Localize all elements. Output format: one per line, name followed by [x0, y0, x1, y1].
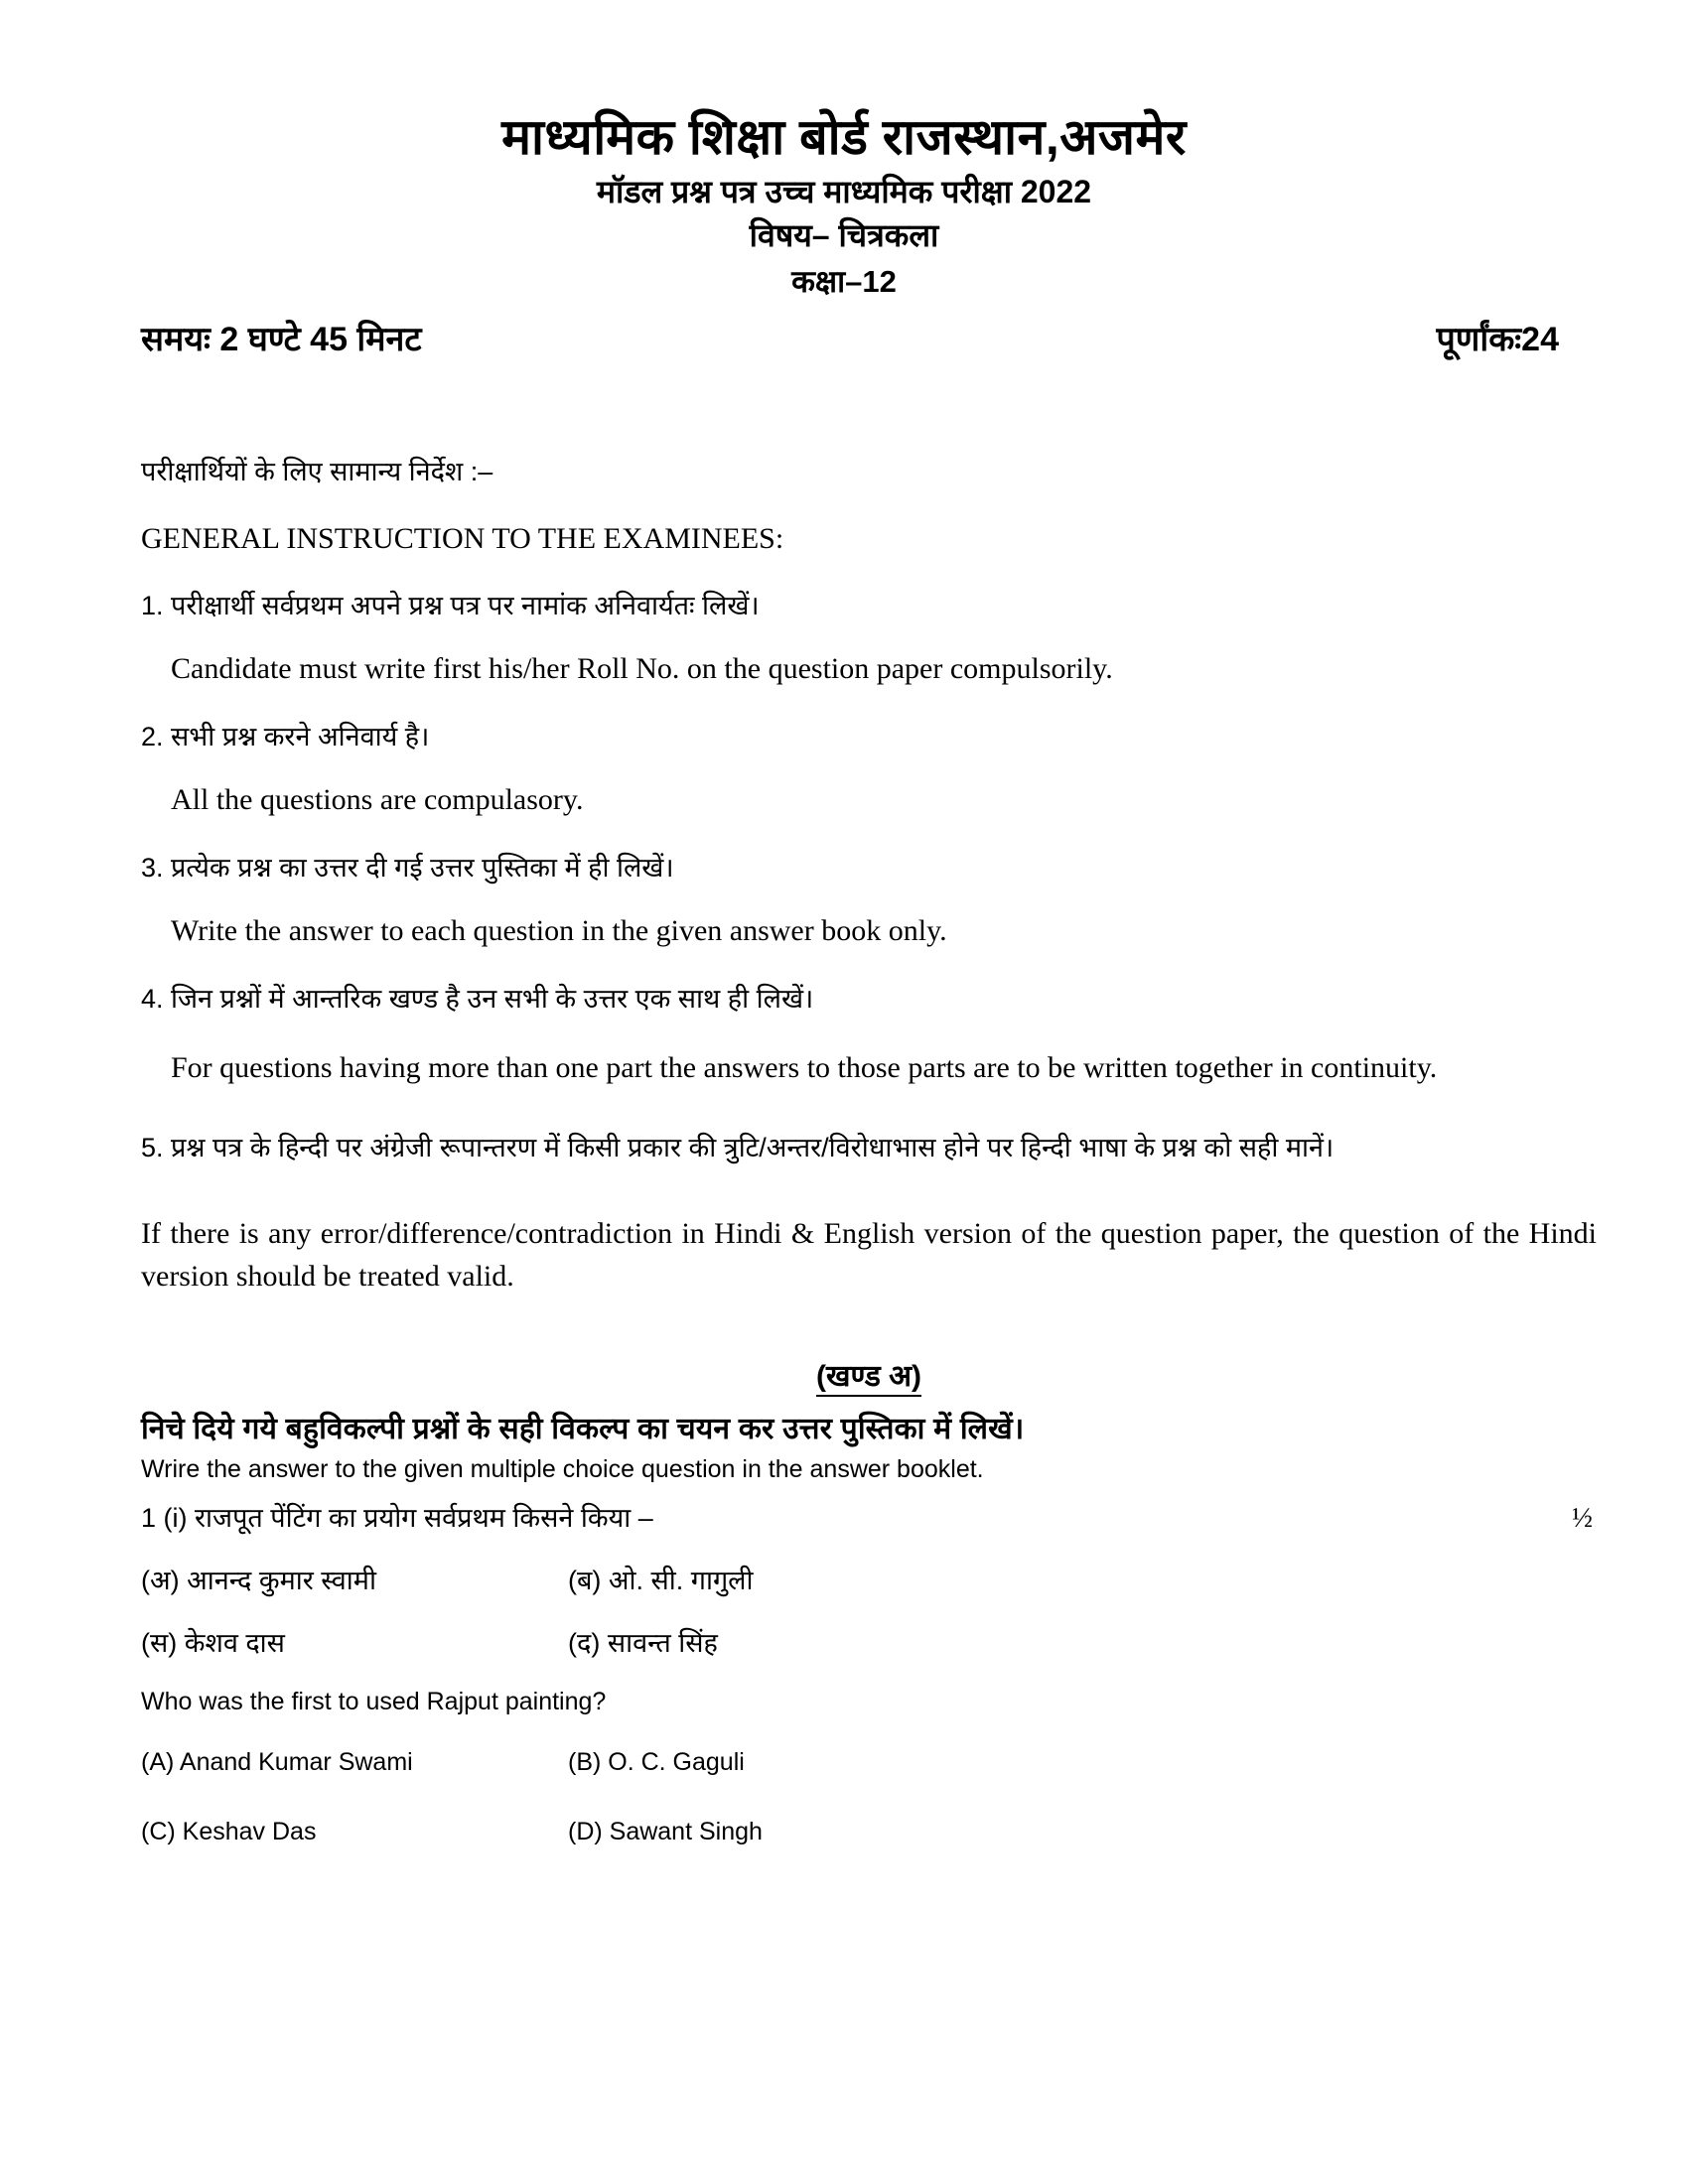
instructions-heading-hindi: परीक्षार्थियों के लिए सामान्य निर्देश :–	[141, 457, 493, 487]
instructions-block	[0, 452, 1688, 1849]
time-allowed: समयः 2 घण्टे 45 मिनट	[141, 321, 422, 359]
board-title: माध्यमिक शिक्षा बोर्ड राजस्थान,अजमेर	[501, 109, 1187, 165]
option-d-hindi[interactable]: (द) सावन्त सिंह	[568, 1627, 718, 1658]
question-1-options-hindi-row-2	[141, 1623, 1597, 1660]
instructions-heading-english: GENERAL INSTRUCTION TO THE EXAMINEES:	[141, 521, 784, 555]
question-1-text-hindi: 1 (i) राजपूत पेंटिंग का प्रयोग सर्वप्रथम किसने किया –	[141, 1502, 653, 1533]
class-line: कक्षा–12	[791, 263, 897, 299]
instruction-item-5-english: If there is any error/difference/contradiction in Hindi & English version of the question paper, the question of the Hindi version should be treated valid.	[141, 1217, 1597, 1293]
option-a-hindi[interactable]: (अ) आनन्द कुमार स्वामी	[141, 1565, 376, 1595]
section-instruction-hindi: निचे दिये गये बहुविकल्पी प्रश्नों के सही विकल्प का चयन कर उत्तर पुस्तिका में लिखें।	[141, 1412, 1025, 1445]
option-b-english[interactable]: (B) O. C. Gaguli	[568, 1747, 745, 1776]
section-heading	[141, 1354, 1597, 1395]
instruction-item-3-english: Write the answer to each question in the given answer book only.	[171, 914, 947, 948]
maximum-marks: पूर्णांकः24	[1436, 321, 1559, 359]
exam-meta-row	[0, 315, 1688, 360]
instruction-item-2-hindi: 2. सभी प्रश्न करने अनिवार्य है।	[141, 721, 430, 751]
option-b-hindi[interactable]: (ब) ओ. सी. गागुली	[568, 1565, 754, 1595]
instruction-item-2-english: All the questions are compulasory.	[171, 783, 584, 817]
question-1-marks: ½	[1572, 1502, 1593, 1534]
question-1-text-english: Who was the first to used Rajput painting?	[141, 1687, 607, 1715]
exam-subtitle: मॉडल प्रश्न पत्र उच्च माध्यमिक परीक्षा 2022	[596, 173, 1092, 209]
question-1-options-english-row-2	[141, 1814, 1597, 1849]
section-heading-label: (खण्ड अ)	[816, 1360, 921, 1397]
instruction-item-4-hindi: 4. जिन प्रश्नों में आन्तरिक खण्ड है उन सभी के उत्तर एक साथ ही लिखें।	[141, 983, 814, 1014]
question-1-options-hindi-row-1	[141, 1561, 1597, 1597]
option-a-english[interactable]: (A) Anand Kumar Swami	[141, 1747, 413, 1776]
instruction-item-5-hindi: 5. प्रश्न पत्र के हिन्दी पर अंग्रेजी रूपान्तरण में किसी प्रकार की त्रुटि/अन्तर/विरोधाभास होने पर हिन्दी भाषा के प्रश्न को सही मानें।	[141, 1132, 1335, 1162]
instruction-item-3-hindi: 3. प्रत्येक प्रश्न का उत्तर दी गई उत्तर पुस्तिका में ही लिखें।	[141, 852, 674, 883]
section-instruction-english: Wrire the answer to the given multiple choice question in the answer booklet.	[141, 1454, 984, 1483]
instruction-item-1-english: Candidate must write first his/her Roll No. on the question paper compulsorily.	[171, 652, 1113, 686]
instruction-item-1-hindi: 1. परीक्षार्थी सर्वप्रथम अपने प्रश्न पत्र पर नामांक अनिवार्यतः लिखें।	[141, 590, 760, 620]
document-header	[0, 0, 1688, 301]
question-1-options-english-row-1	[141, 1744, 1597, 1780]
subject-line: विषय– चित्रकला	[749, 216, 939, 253]
question-1-row	[141, 1498, 1597, 1535]
option-d-english[interactable]: (D) Sawant Singh	[568, 1817, 763, 1845]
option-c-hindi[interactable]: (स) केशव दास	[141, 1627, 285, 1658]
instruction-item-4-english: For questions having more than one part the answers to those parts are to be written together in continuity.	[171, 1051, 1438, 1085]
option-c-english[interactable]: (C) Keshav Das	[141, 1817, 317, 1845]
